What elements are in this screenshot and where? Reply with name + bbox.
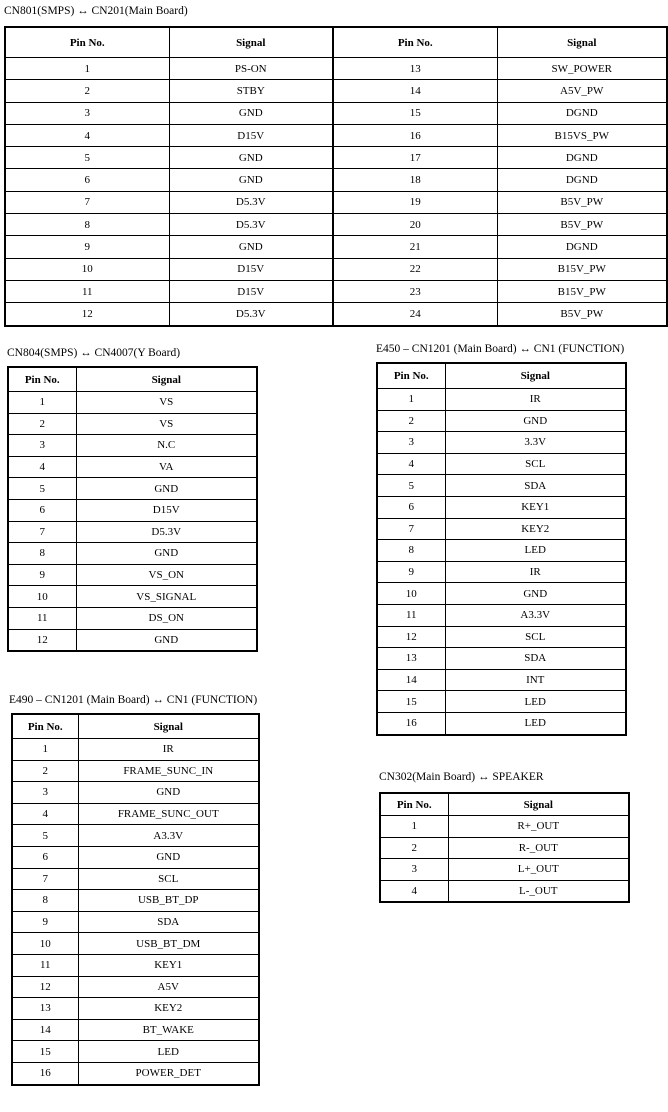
table-row — [377, 561, 626, 583]
signal-cell: D5.3V — [76, 521, 257, 543]
pin-number-cell: 10 — [8, 586, 76, 608]
signal-cell: DGND — [497, 169, 667, 191]
signal-cell: GND — [76, 478, 257, 500]
pin-number-cell: 24 — [333, 303, 497, 326]
signal-cell: D5.3V — [169, 303, 333, 326]
pin-number-cell: 13 — [377, 648, 445, 670]
pin-number-cell: 22 — [333, 258, 497, 280]
pin-number-cell: 1 — [377, 389, 445, 411]
pin-number-cell: 14 — [12, 1019, 78, 1041]
pin-no-header: Pin No. — [377, 363, 445, 389]
signal-cell: D15V — [169, 124, 333, 146]
signal-cell: INT — [445, 669, 626, 691]
table-row — [12, 846, 259, 868]
signal-cell: B5V_PW — [497, 214, 667, 236]
table5-body — [380, 816, 629, 903]
table-row — [5, 80, 667, 102]
table-row — [377, 669, 626, 691]
table-row — [5, 258, 667, 280]
pin-number-cell: 20 — [333, 214, 497, 236]
signal-cell: LED — [78, 1041, 259, 1063]
pin-number-cell: 4 — [5, 124, 169, 146]
pin-number-cell: 7 — [12, 868, 78, 890]
signal-cell: DS_ON — [76, 607, 257, 629]
table-row — [377, 432, 626, 454]
signal-cell: SCL — [445, 453, 626, 475]
signal-cell: R-_OUT — [448, 837, 629, 859]
table-row — [5, 214, 667, 236]
pin-number-cell: 4 — [8, 456, 76, 478]
table1-caption: CN801(SMPS) ↔ CN201(Main Board) — [4, 5, 188, 17]
signal-cell: A5V — [78, 976, 259, 998]
signal-cell: A3.3V — [78, 825, 259, 847]
signal-cell: SDA — [445, 648, 626, 670]
table-row — [377, 604, 626, 626]
signal-cell: SDA — [445, 475, 626, 497]
pin-number-cell: 3 — [377, 432, 445, 454]
pin-number-cell: 8 — [8, 543, 76, 565]
table-row — [380, 880, 629, 902]
pin-number-cell: 11 — [12, 954, 78, 976]
signal-cell: GND — [78, 846, 259, 868]
table-row — [12, 803, 259, 825]
table3-header-row — [377, 363, 626, 389]
signal-cell: LED — [445, 712, 626, 734]
pin-number-cell: 13 — [333, 58, 497, 80]
table1-body — [5, 58, 667, 326]
signal-cell: D5.3V — [169, 191, 333, 213]
pin-number-cell: 5 — [8, 478, 76, 500]
signal-cell: FRAME_SUNC_IN — [78, 760, 259, 782]
signal-header: Signal — [497, 27, 667, 58]
pin-number-cell: 2 — [5, 80, 169, 102]
table-row — [8, 629, 257, 651]
signal-cell: R+_OUT — [448, 816, 629, 838]
pin-number-cell: 10 — [12, 933, 78, 955]
pin-number-cell: 3 — [12, 782, 78, 804]
pin-number-cell: 3 — [8, 435, 76, 457]
table-row — [5, 303, 667, 326]
pin-number-cell: 21 — [333, 236, 497, 258]
table-row — [12, 954, 259, 976]
signal-cell: USB_BT_DP — [78, 890, 259, 912]
pin-number-cell: 8 — [12, 890, 78, 912]
signal-header: Signal — [448, 793, 629, 816]
signal-cell: GND — [445, 410, 626, 432]
table-row — [5, 191, 667, 213]
pin-number-cell: 16 — [12, 1062, 78, 1084]
signal-cell: IR — [445, 389, 626, 411]
signal-cell: DGND — [497, 102, 667, 124]
signal-cell: VS_SIGNAL — [76, 586, 257, 608]
table-row — [12, 933, 259, 955]
signal-cell: SW_POWER — [497, 58, 667, 80]
signal-cell: L-_OUT — [448, 880, 629, 902]
table2-body — [8, 392, 257, 652]
pin-number-cell: 5 — [377, 475, 445, 497]
table2-header-row — [8, 367, 257, 392]
pin-number-cell: 17 — [333, 147, 497, 169]
table-row — [8, 499, 257, 521]
table-row — [8, 521, 257, 543]
table-row — [377, 583, 626, 605]
table-row — [12, 760, 259, 782]
signal-cell: VS — [76, 392, 257, 414]
signal-cell: GND — [445, 583, 626, 605]
pin-number-cell: 6 — [5, 169, 169, 191]
pin-number-cell: 11 — [377, 604, 445, 626]
signal-cell: USB_BT_DM — [78, 933, 259, 955]
table2 — [7, 366, 258, 652]
table-row — [5, 147, 667, 169]
table-row — [8, 586, 257, 608]
signal-cell: IR — [445, 561, 626, 583]
signal-cell: SDA — [78, 911, 259, 933]
pin-number-cell: 7 — [377, 518, 445, 540]
signal-cell: GND — [78, 782, 259, 804]
signal-cell: KEY1 — [445, 496, 626, 518]
signal-cell: A5V_PW — [497, 80, 667, 102]
pin-number-cell: 10 — [377, 583, 445, 605]
pin-number-cell: 11 — [5, 280, 169, 302]
signal-cell: GND — [169, 169, 333, 191]
pin-number-cell: 4 — [380, 880, 448, 902]
pin-number-cell: 6 — [12, 846, 78, 868]
table-row — [12, 890, 259, 912]
pin-no-header: Pin No. — [8, 367, 76, 392]
table-row — [377, 453, 626, 475]
table-row — [12, 911, 259, 933]
table-row — [5, 280, 667, 302]
signal-cell: LED — [445, 691, 626, 713]
table-row — [12, 1041, 259, 1063]
signal-cell: SCL — [445, 626, 626, 648]
pin-number-cell: 4 — [12, 803, 78, 825]
signal-cell: PS-ON — [169, 58, 333, 80]
pin-number-cell: 5 — [12, 825, 78, 847]
pin-number-cell: 12 — [5, 303, 169, 326]
table-row — [8, 413, 257, 435]
table-row — [377, 626, 626, 648]
pin-no-header: Pin No. — [12, 714, 78, 739]
signal-cell: STBY — [169, 80, 333, 102]
signal-cell: GND — [76, 629, 257, 651]
table3-caption: E450 – CN1201 (Main Board) ↔ CN1 (FUNCTION) — [376, 343, 625, 355]
table-row — [377, 518, 626, 540]
table-row — [5, 169, 667, 191]
table5-caption: CN302(Main Board) ↔ SPEAKER — [379, 771, 544, 783]
pin-no-header: Pin No. — [380, 793, 448, 816]
table-row — [377, 712, 626, 734]
pin-number-cell: 5 — [5, 147, 169, 169]
table-row — [377, 648, 626, 670]
pin-no-header: Pin No. — [5, 27, 169, 58]
table-row — [12, 976, 259, 998]
table-row — [8, 478, 257, 500]
pin-number-cell: 9 — [8, 564, 76, 586]
pin-number-cell: 14 — [333, 80, 497, 102]
pin-number-cell: 18 — [333, 169, 497, 191]
signal-cell: L+_OUT — [448, 859, 629, 881]
signal-cell: GND — [169, 102, 333, 124]
table-row — [5, 236, 667, 258]
signal-header: Signal — [445, 363, 626, 389]
pin-number-cell: 14 — [377, 669, 445, 691]
table2-caption: CN804(SMPS) ↔ CN4007(Y Board) — [7, 347, 181, 359]
pin-number-cell: 1 — [5, 58, 169, 80]
pin-number-cell: 13 — [12, 998, 78, 1020]
pin-number-cell: 23 — [333, 280, 497, 302]
pin-number-cell: 9 — [12, 911, 78, 933]
pin-number-cell: 16 — [377, 712, 445, 734]
signal-header: Signal — [76, 367, 257, 392]
pin-number-cell: 7 — [8, 521, 76, 543]
signal-cell: VS_ON — [76, 564, 257, 586]
signal-cell: GND — [169, 147, 333, 169]
pin-number-cell: 3 — [5, 102, 169, 124]
pin-number-cell: 11 — [8, 607, 76, 629]
signal-header: Signal — [169, 27, 333, 58]
pin-number-cell: 16 — [333, 124, 497, 146]
pin-number-cell: 1 — [8, 392, 76, 414]
table4-caption: E490 – CN1201 (Main Board) ↔ CN1 (FUNCTION) — [9, 694, 258, 706]
table-row — [377, 475, 626, 497]
table-row — [377, 410, 626, 432]
pin-number-cell: 8 — [377, 540, 445, 562]
signal-cell: GND — [169, 236, 333, 258]
signal-cell: D15V — [169, 258, 333, 280]
pin-number-cell: 8 — [5, 214, 169, 236]
signal-cell: SCL — [78, 868, 259, 890]
table-row — [5, 124, 667, 146]
pin-number-cell: 3 — [380, 859, 448, 881]
signal-cell: 3.3V — [445, 432, 626, 454]
table-row — [12, 782, 259, 804]
signal-cell: N.C — [76, 435, 257, 457]
pin-number-cell: 1 — [12, 739, 78, 761]
signal-cell: B15VS_PW — [497, 124, 667, 146]
table-row — [8, 607, 257, 629]
table-row — [380, 816, 629, 838]
table5-header-row — [380, 793, 629, 816]
signal-cell: A3.3V — [445, 604, 626, 626]
signal-cell: B5V_PW — [497, 303, 667, 326]
signal-cell: BT_WAKE — [78, 1019, 259, 1041]
pin-number-cell: 2 — [8, 413, 76, 435]
signal-cell: DGND — [497, 147, 667, 169]
pin-number-cell: 9 — [377, 561, 445, 583]
pin-no-header: Pin No. — [333, 27, 497, 58]
table-row — [377, 389, 626, 411]
signal-cell: KEY2 — [445, 518, 626, 540]
pin-number-cell: 15 — [377, 691, 445, 713]
table-row — [12, 1062, 259, 1084]
pin-number-cell: 15 — [333, 102, 497, 124]
signal-cell: POWER_DET — [78, 1062, 259, 1084]
table4 — [11, 713, 260, 1086]
table1-header-row — [5, 27, 667, 58]
table-row — [377, 540, 626, 562]
table4-header-row — [12, 714, 259, 739]
table-row — [12, 868, 259, 890]
signal-cell: D15V — [169, 280, 333, 302]
signal-cell: D15V — [76, 499, 257, 521]
signal-cell: B15V_PW — [497, 258, 667, 280]
table3 — [376, 362, 627, 736]
pin-number-cell: 4 — [377, 453, 445, 475]
table-row — [12, 739, 259, 761]
table-row — [380, 837, 629, 859]
table1 — [4, 26, 668, 327]
table3-body — [377, 389, 626, 735]
table4-body — [12, 739, 259, 1085]
signal-cell: VA — [76, 456, 257, 478]
pin-number-cell: 2 — [12, 760, 78, 782]
pin-number-cell: 6 — [377, 496, 445, 518]
pin-number-cell: 12 — [8, 629, 76, 651]
signal-cell: IR — [78, 739, 259, 761]
table-row — [12, 1019, 259, 1041]
table-row — [8, 392, 257, 414]
signal-cell: B5V_PW — [497, 191, 667, 213]
signal-cell: VS — [76, 413, 257, 435]
table-row — [8, 564, 257, 586]
table-row — [8, 435, 257, 457]
pin-number-cell: 15 — [12, 1041, 78, 1063]
signal-cell: FRAME_SUNC_OUT — [78, 803, 259, 825]
signal-header: Signal — [78, 714, 259, 739]
signal-cell: KEY1 — [78, 954, 259, 976]
table-row — [8, 543, 257, 565]
table-row — [5, 58, 667, 80]
signal-cell: DGND — [497, 236, 667, 258]
table-row — [5, 102, 667, 124]
table-row — [12, 825, 259, 847]
table-row — [8, 456, 257, 478]
table-row — [12, 998, 259, 1020]
pin-number-cell: 9 — [5, 236, 169, 258]
pin-number-cell: 10 — [5, 258, 169, 280]
table-row — [380, 859, 629, 881]
table5 — [379, 792, 630, 903]
pin-number-cell: 19 — [333, 191, 497, 213]
signal-cell: B15V_PW — [497, 280, 667, 302]
pin-number-cell: 2 — [377, 410, 445, 432]
signal-cell: KEY2 — [78, 998, 259, 1020]
pin-number-cell: 12 — [12, 976, 78, 998]
signal-cell: D5.3V — [169, 214, 333, 236]
table-row — [377, 496, 626, 518]
pin-number-cell: 1 — [380, 816, 448, 838]
signal-cell: GND — [76, 543, 257, 565]
pin-number-cell: 7 — [5, 191, 169, 213]
table-row — [377, 691, 626, 713]
pin-number-cell: 12 — [377, 626, 445, 648]
pin-number-cell: 6 — [8, 499, 76, 521]
signal-cell: LED — [445, 540, 626, 562]
pin-number-cell: 2 — [380, 837, 448, 859]
